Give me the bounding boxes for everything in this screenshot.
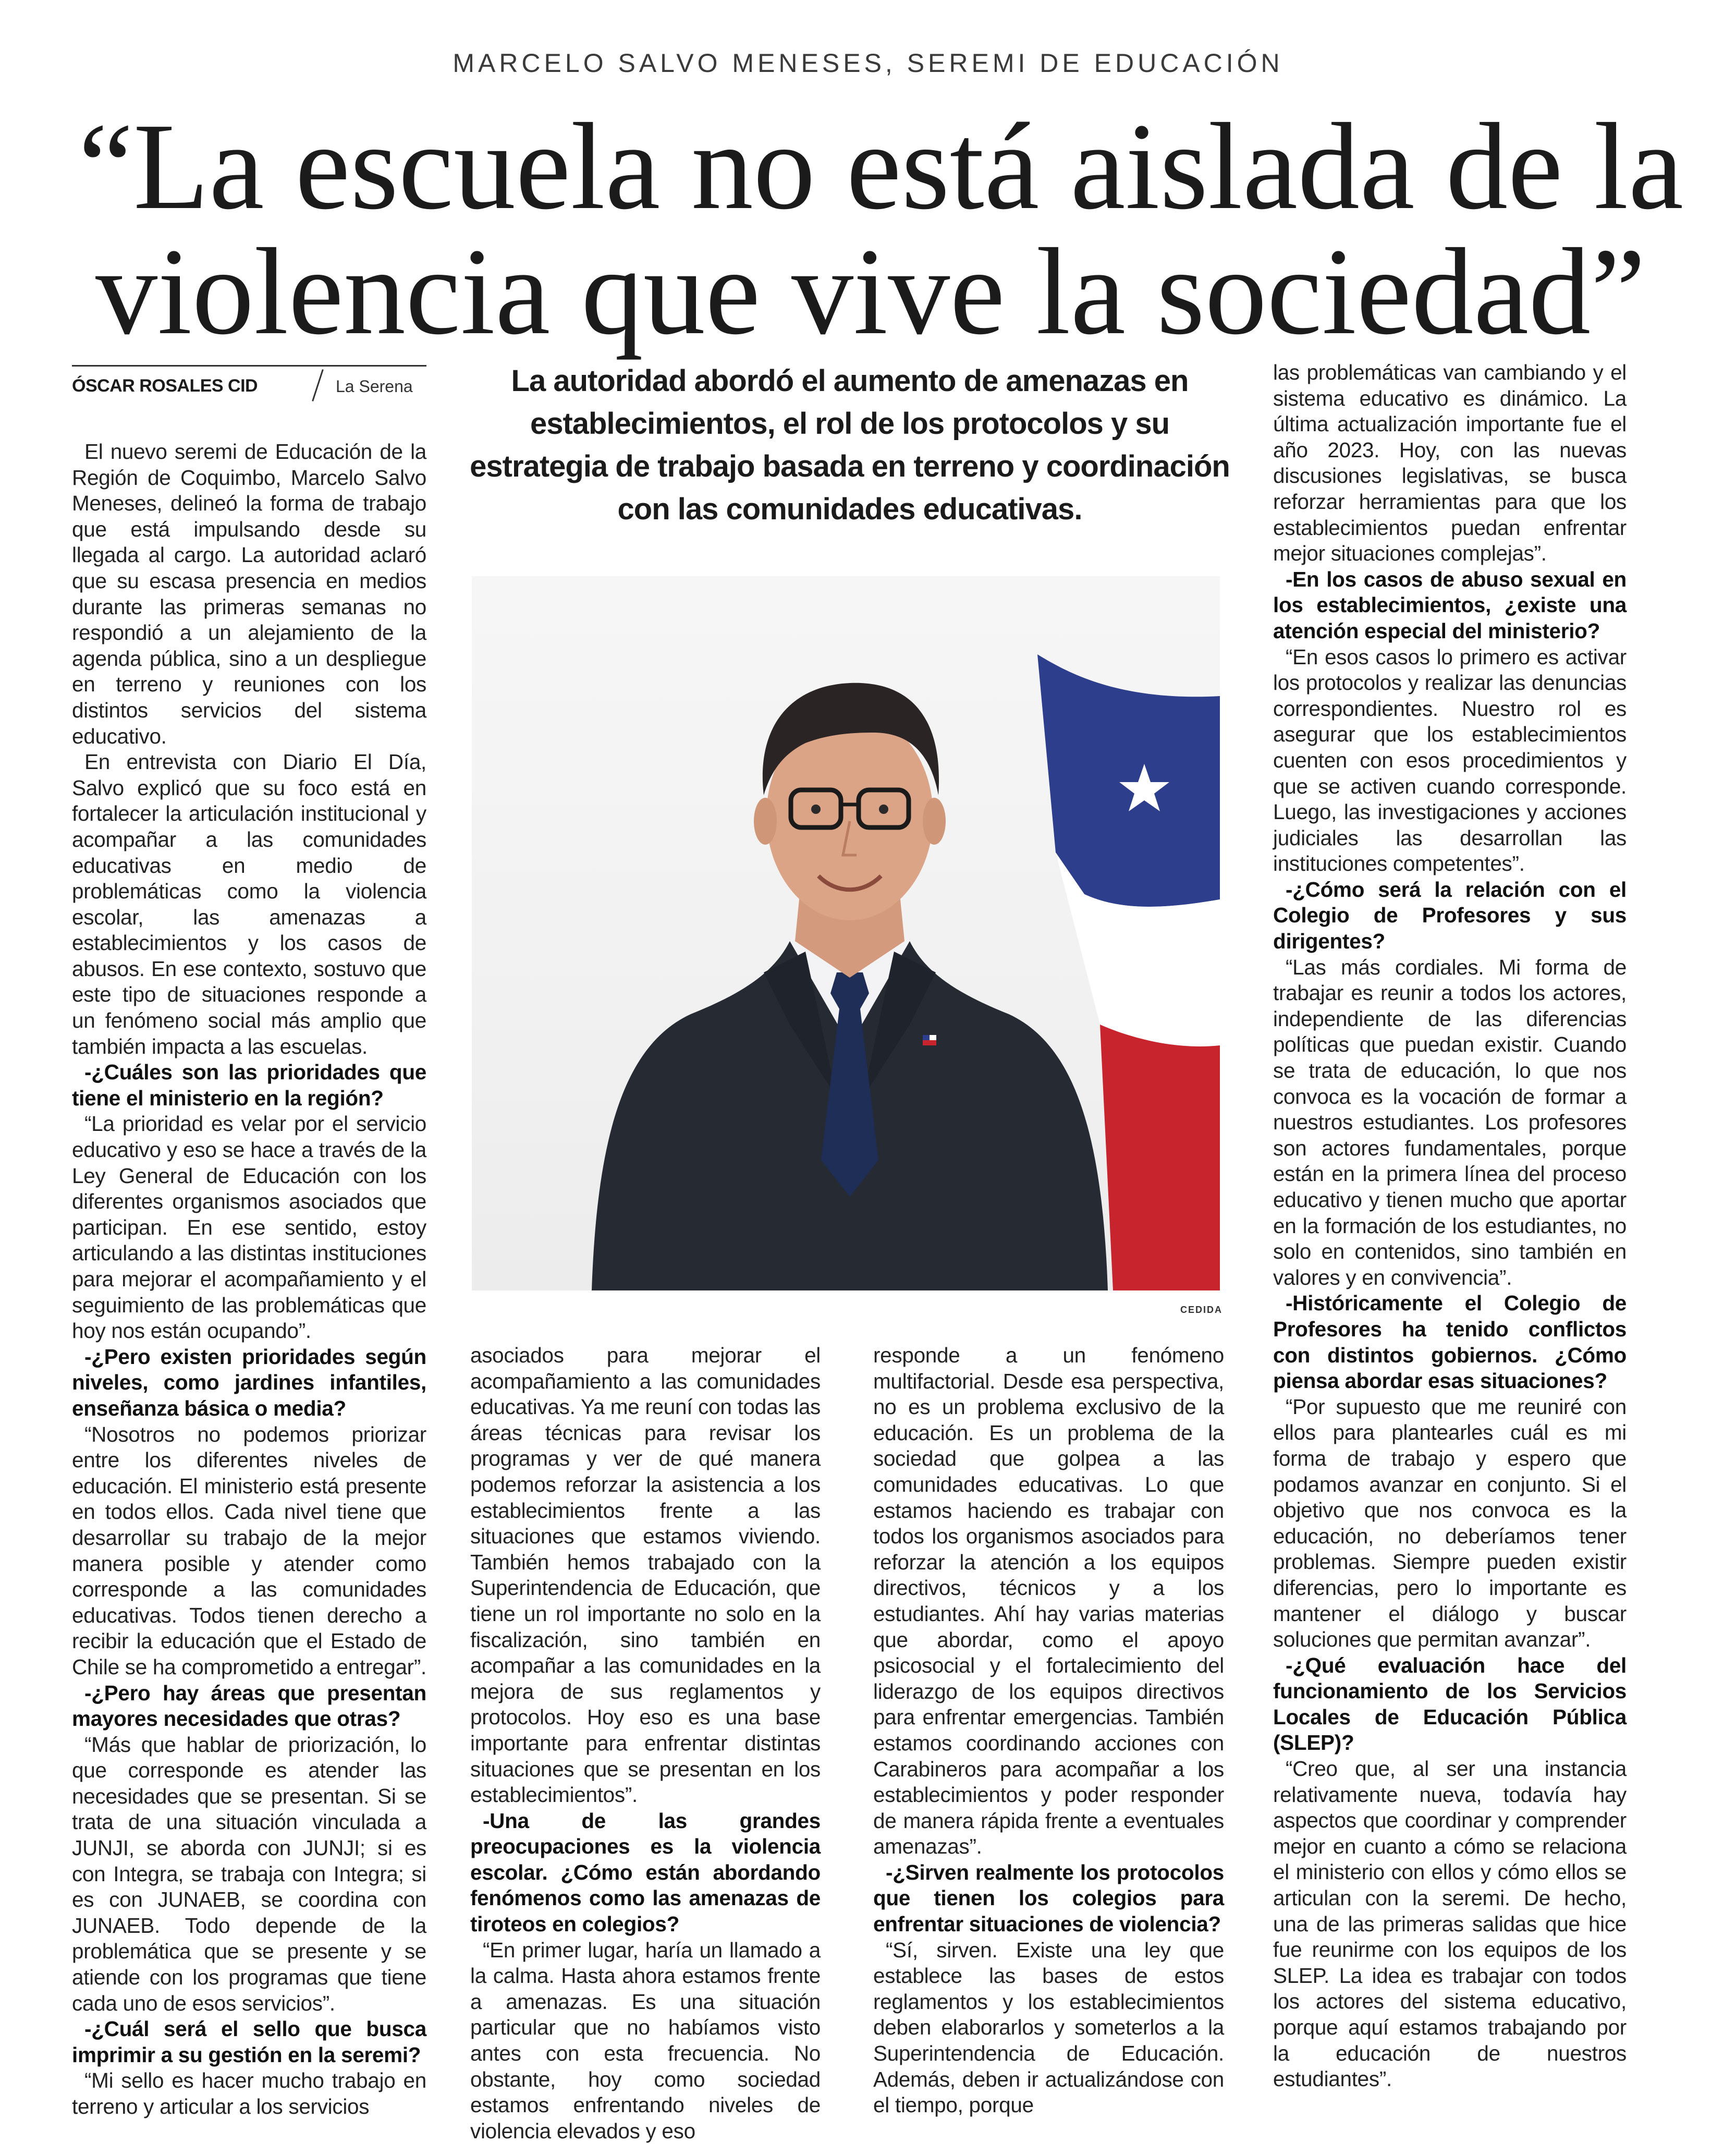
article-paragraph: El nuevo seremi de Educación de la Región de Coquimbo, Marcelo Salvo Meneses, delineó la forma de trabajo que está impulsando desde su llegada al cargo. La autoridad aclaró que su escasa presencia en medios durante las primeras semanas no respondió a un alejamiento de la agenda pública, sino a un despliegue en terreno y reuniones con los distintos servicios del sistema educativo. bbox=[72, 440, 426, 748]
interview-question: -¿Cómo será la relación con el Colegio de Profesores y sus dirigentes? bbox=[1273, 877, 1627, 954]
interview-question: -Una de las grandes preocupaciones es la violencia escolar. ¿Cómo están abordando fenómenos como las amenazas de tiroteos en colegios? bbox=[470, 1808, 821, 1936]
article-paragraph: “Por supuesto que me reuniré con ellos para plantearles cuál es mi forma de trabajo y espero que podamos avanzar en conjunto. Si el objetivo que nos convoca es la educación, no deberíamos tener problemas. Siempre pueden existir diferencias, pero lo importante es mantener el diálogo y buscar soluciones que permitan avanzar”. bbox=[1273, 1394, 1627, 1652]
article-paragraph: responde a un fenómeno multifactorial. Desde esa perspectiva, no es un problema exclusivo de la educación. Es un problema de la sociedad que golpea a las comunidades educativas. Lo que estamos haciendo es trabajar con todos los organismos asociados para reforzar la atención a los equipos directivos, técnicos y a los estudiantes. Ahí hay varias materias que abordar, como el apoyo psicosocial y el fortalecimiento del liderazgo de los equipos directivos para enfrentar emergencias. También estamos coordinando acciones con Carabineros para acompañar a los establecimientos y poder responder de manera rápida frente a eventuales amenazas”. bbox=[873, 1343, 1224, 1859]
headline-line-2: violencia que vive la sociedad” bbox=[95, 223, 1646, 360]
byline-place: La Serena bbox=[336, 377, 413, 396]
interview-question: -¿Sirven realmente los protocolos que tienen los colegios para enfrentar situaciones de violencia? bbox=[873, 1860, 1224, 1936]
article-column-2 bbox=[470, 1343, 821, 2144]
interview-question: -Históricamente el Colegio de Profesores ha tenido conflictos con distintos gobiernos. ¿Cómo piensa abordar esas situaciones? bbox=[1273, 1291, 1627, 1393]
article-paragraph: “Nosotros no podemos priorizar entre los diferentes niveles de educación. El ministerio está presente en todos ellos. Cada nivel tiene que desarrollar su trabajo de la mejor manera posible y atender como corresponde a las comunidades educativas. Todos tienen derecho a recibir la educación que el Estado de Chile se ha comprometido a entregar”. bbox=[72, 1422, 426, 1679]
interview-question: -¿Cuál será el sello que busca imprimir a su gestión en la seremi? bbox=[72, 2017, 426, 2067]
article-paragraph: “La prioridad es velar por el servicio educativo y eso se hace a través de la Ley General de Educación con los diferentes organismos asociados que participan. En ese sentido, estoy articulando a las distintas instituciones para mejorar el acompañamiento y el seguimiento de las problemáticas que hoy nos están ocupando”. bbox=[72, 1112, 426, 1343]
article-paragraph: las problemáticas van cambiando y el sistema educativo es dinámico. La última actualización importante fue el año 2023. Hoy, con las nuevas discusiones legislativas, se busca reforzar herramientas para que los establecimientos puedan enfrentar mejor situaciones complejas”. bbox=[1273, 360, 1627, 566]
article-column-3 bbox=[873, 1343, 1224, 2118]
deck: La autoridad abordó el aumento de amenazas en establecimientos, el rol de los protocolos y su estrategia de trabajo basada en terreno y coordinación con las comunidades educativas. bbox=[470, 364, 1230, 526]
kicker: MARCELO SALVO MENESES, SEREMI DE EDUCACIÓN bbox=[453, 48, 1283, 78]
portrait-illustration bbox=[472, 576, 1220, 1290]
interview-question: -¿Cuáles son las prioridades que tiene el ministerio en la región? bbox=[72, 1060, 426, 1110]
article-paragraph: “Las más cordiales. Mi forma de trabajar es reunir a todos los actores, independiente de las diferencias políticas que puedan existir. Cuando se trata de educación, lo que nos convoca es la vocación de formar a nuestros estudiantes. Los profesores son actores fundamentales, porque están en la primera línea del proceso educativo y tienen mucho que aportar en la formación de los estudiantes, no solo en contenidos, sino también en valores y en convivencia”. bbox=[1273, 955, 1627, 1289]
byline-divider bbox=[312, 369, 324, 401]
interview-question: -¿Pero hay áreas que presentan mayores necesidades que otras? bbox=[72, 1680, 426, 1731]
interview-question: -En los casos de abuso sexual en los establecimientos, ¿existe una atención especial del ministerio? bbox=[1273, 567, 1627, 643]
headline bbox=[78, 98, 1684, 360]
article-column-4 bbox=[1273, 360, 1627, 2092]
article-paragraph: “Mi sello es hacer mucho trabajo en terreno y articular a los servicios bbox=[72, 2068, 426, 2118]
article-paragraph: “Más que hablar de priorización, lo que corresponde es atender las necesidades que se presentan. Si se trata de una situación vinculada a JUNJI, se aborda con JUNJI; si es con Integra, se trabaja con Integra; si es con JUNAEB, se coordina con JUNAEB. Todo depende de la problemática que se presente y se atiende con los programas que tiene cada uno de esos servicios”. bbox=[72, 1732, 426, 2015]
article-column-1 bbox=[72, 439, 426, 2120]
byline-author: ÓSCAR ROSALES CID bbox=[72, 376, 258, 396]
article-paragraph: “En primer lugar, haría un llamado a la calma. Hasta ahora estamos frente a amenazas. Es una situación particular que no habíamos visto antes con esta frecuencia. No obstante, hoy como sociedad estamos enfrentando niveles de violencia elevados y eso bbox=[470, 1938, 821, 2143]
byline bbox=[72, 365, 426, 406]
portrait-photo bbox=[472, 576, 1220, 1290]
article-paragraph: “Sí, sirven. Existe una ley que establece las bases de estos reglamentos y los establecimientos deben elaborarlos y someterlos a la Superintendencia de Educación. Además, deben ir actualizándose con el tiempo, porque bbox=[873, 1938, 1224, 2117]
photo-credit: CEDIDA bbox=[1180, 1305, 1223, 1315]
article-paragraph: En entrevista con Diario El Día, Salvo explicó que su foco está en fortalecer la articulación institucional y acompañar a las comunidades educativas en medio de problemáticas como la violencia escolar, las amenazas a establecimientos y los casos de abusos. En ese contexto, sostuvo que este tipo de situaciones responde a un fenómeno social más amplio que también impacta a las escuelas. bbox=[72, 750, 426, 1058]
headline-line-1: “La escuela no está aislada de la bbox=[78, 98, 1684, 235]
interview-question: -¿Pero existen prioridades según niveles, como jardines infantiles, enseñanza básica o media? bbox=[72, 1344, 426, 1420]
article-paragraph: “Creo que, al ser una instancia relativamente nueva, todavía hay aspectos que coordinar y comprender mejor en cuanto a cómo se relaciona el ministerio con ellos y cómo ellos se articulan con la seremi. De hecho, una de las primeras salidas que hice fue reunirme con los equipos de los SLEP. La idea es trabajar con todos los actores del sistema educativo, porque aquí estamos trabajando por la educación de nuestros estudiantes”. bbox=[1273, 1757, 1627, 2091]
person bbox=[592, 683, 1108, 1290]
interview-question: -¿Qué evaluación hace del funcionamiento de los Servicios Locales de Educación Pública (SLEP)? bbox=[1273, 1653, 1627, 1755]
article-paragraph: asociados para mejorar el acompañamiento a las comunidades educativas. Ya me reuní con todas las áreas técnicas para revisar los programas y ver de qué manera podemos reforzar la asistencia a los establecimientos frente a las situaciones que estamos viviendo. También hemos trabajado con la Superintendencia de Educación, que tiene un rol importante no solo en la fiscalización, sino también en acompañar a las comunidades en la mejora de sus reglamentos y protocolos. Hoy eso es una base importante para enfrentar distintas situaciones que se presentan en los establecimientos”. bbox=[470, 1343, 821, 1807]
article-paragraph: “En esos casos lo primero es activar los protocolos y realizar las denuncias correspondientes. Nuestro rol es asegurar que los establecimientos cuenten con esos procedimientos y que se activen cuando corresponde. Luego, las investigaciones y acciones judiciales las desarrollan las instituciones competentes”. bbox=[1273, 644, 1627, 876]
